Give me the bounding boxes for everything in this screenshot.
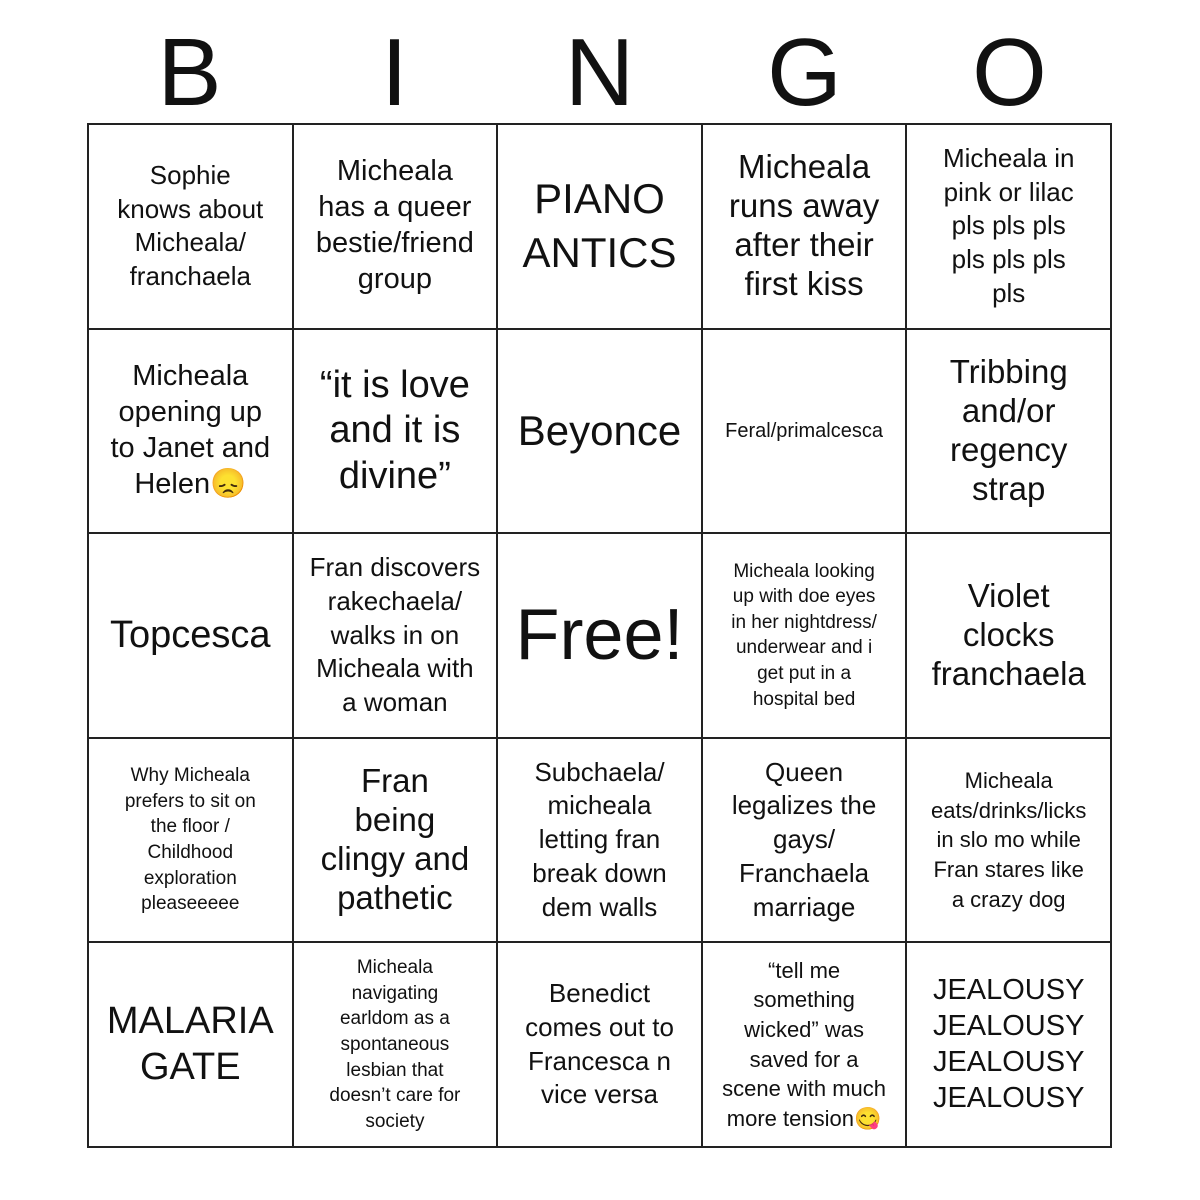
cell-text: Tribbing and/or regency strap xyxy=(949,353,1068,507)
header-letter-b: B xyxy=(157,18,222,126)
cell-text: Micheala in pink or lilac pls pls pls pls pls pls pls xyxy=(942,142,1075,308)
cell-text: “tell me something wicked” was saved for a scene with much more tension😋 xyxy=(722,957,887,1132)
bingo-cell-r1c3 xyxy=(498,125,703,330)
bingo-cell-r4c3 xyxy=(498,739,703,944)
free-space-label: Free! xyxy=(515,594,684,675)
bingo-cell-r5c5 xyxy=(907,943,1112,1148)
bingo-cell-r5c3 xyxy=(498,943,703,1148)
cell-text: Queen legalizes the gays/ Franchaela marriage xyxy=(731,756,877,922)
bingo-cell-r3c5 xyxy=(907,534,1112,739)
cell-text: Violet clocks franchaela xyxy=(931,577,1086,692)
cell-text: Why Micheala prefers to sit on the floor / Childhood exploration pleaseeeee xyxy=(124,765,256,915)
bingo-cell-r1c1 xyxy=(89,125,294,330)
bingo-cell-r1c4 xyxy=(703,125,908,330)
bingo-cell-r5c2 xyxy=(294,943,499,1148)
cell-text: Sophie knows about Micheala/ franchaela xyxy=(117,159,264,292)
cell-text: PIANO ANTICS xyxy=(522,174,677,277)
cell-text: Benedict comes out to Francesca n vice versa xyxy=(525,978,674,1110)
bingo-cell-r3c4 xyxy=(703,534,908,739)
bingo-cell-r2c4 xyxy=(703,330,908,535)
bingo-cell-r2c1 xyxy=(89,330,294,535)
cell-text: Micheala navigating earldom as a spontaneous lesbian that doesn’t care for society xyxy=(329,956,461,1132)
bingo-cell-r3c1 xyxy=(89,534,294,739)
cell-text: Micheala has a queer bestie/friend group xyxy=(315,155,474,296)
bingo-cell-r3c2 xyxy=(294,534,499,739)
bingo-cell-r5c1 xyxy=(89,943,294,1148)
header-letter-i: I xyxy=(381,18,408,126)
bingo-cell-r4c1 xyxy=(89,739,294,944)
header-letter-o: O xyxy=(972,18,1047,126)
cell-text: “it is love and it is divine” xyxy=(319,363,470,497)
bingo-cell-r5c4 xyxy=(703,943,908,1148)
cell-text: Feral/primalcesca xyxy=(725,419,883,442)
header-letter-g: G xyxy=(767,18,842,126)
cell-text: JEALOUSY JEALOUSY JEALOUSY JEALOUSY xyxy=(932,973,1085,1114)
cell-text: Fran being clingy and pathetic xyxy=(320,762,470,917)
cell-text: Micheala eats/drinks/licks in slo mo while Fran stares like a crazy dog xyxy=(931,767,1087,912)
bingo-cell-r1c5 xyxy=(907,125,1112,330)
free-space xyxy=(498,534,703,739)
cell-text: Subchaela/ micheala letting fran break down dem walls xyxy=(532,756,667,922)
cell-text: Micheala looking up with doe eyes in her nightdress/ underwear and i get put in a hospital bed xyxy=(731,560,877,710)
cell-text: Topcesca xyxy=(110,613,271,656)
cell-text: Beyonce xyxy=(517,406,682,454)
bingo-header xyxy=(87,20,1112,125)
cell-text: Fran discovers rakechaela/ walks in on Micheala with a woman xyxy=(309,552,481,718)
bingo-cell-r2c5 xyxy=(907,330,1112,535)
cell-text: MALARIA GATE xyxy=(106,1000,274,1088)
header-letter-n: N xyxy=(564,18,635,126)
bingo-cell-r2c2 xyxy=(294,330,499,535)
bingo-cell-r2c3 xyxy=(498,330,703,535)
bingo-cell-r4c2 xyxy=(294,739,499,944)
bingo-cell-r4c4 xyxy=(703,739,908,944)
bingo-board xyxy=(87,123,1112,1148)
bingo-cell-r1c2 xyxy=(294,125,499,330)
cell-text: Micheala opening up to Janet and Helen😞 xyxy=(110,359,271,500)
bingo-cell-r4c5 xyxy=(907,739,1112,944)
cell-text: Micheala runs away after their first kiss xyxy=(728,148,880,303)
